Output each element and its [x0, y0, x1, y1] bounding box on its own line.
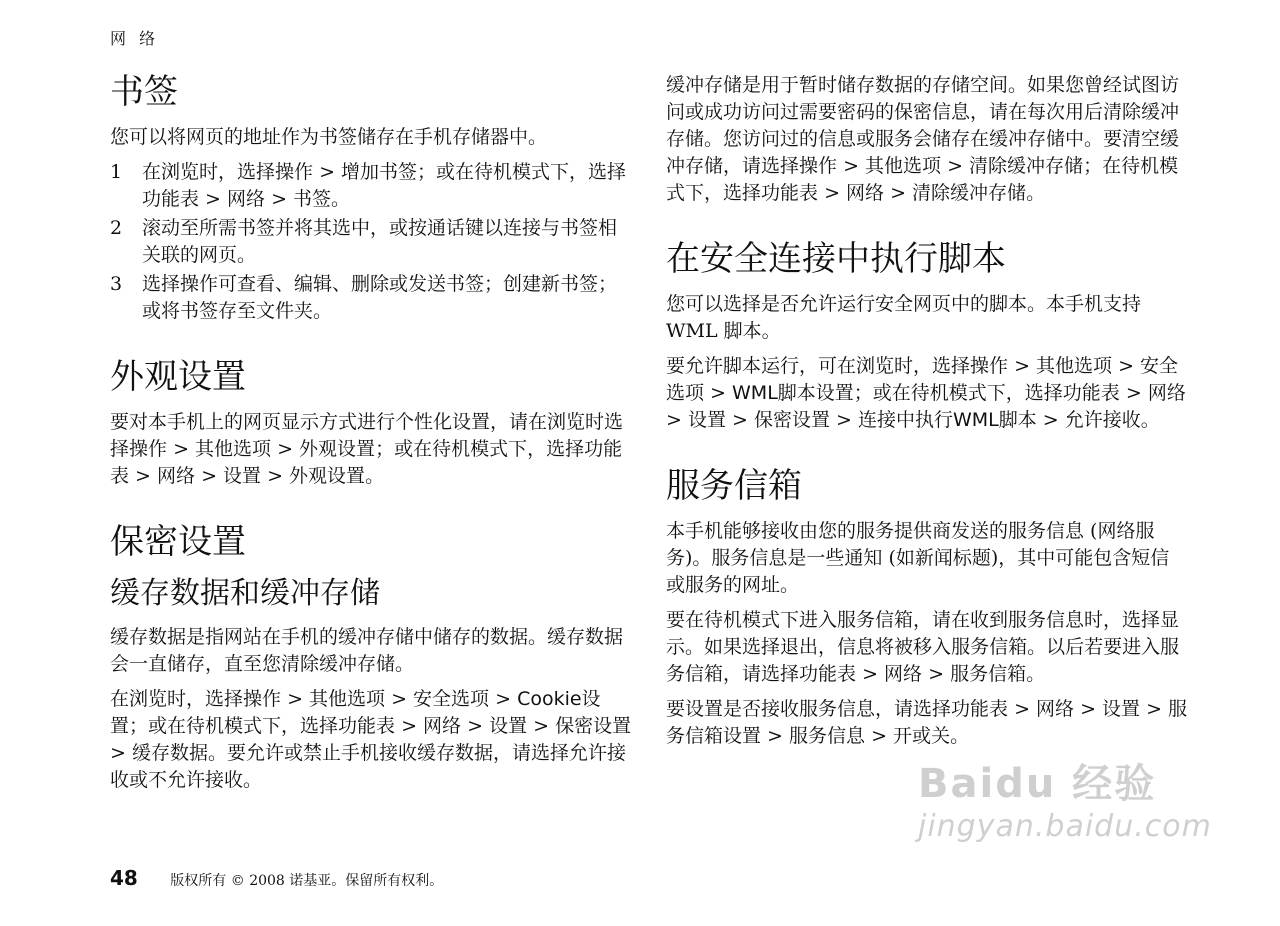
appearance-heading: 外观设置: [110, 357, 246, 397]
inbox-text-3: 要设置是否接收服务信息，请选择功能表 > 网络 > 设置 > 服务信箱设置 > 服务信息 > 开或关。: [666, 698, 1188, 747]
scripts-text-2: 要允许脚本运行，可在浏览时，选择操作 > 其他选项 > 安全选项 > WML脚本设置；或在待机模式下，选择功能表 > 网络 > 设置 > 保密设置 > 连接中执行WML脚本 > 允许接收。: [666, 355, 1186, 431]
step-number: 3: [110, 273, 123, 295]
inbox-text-2: 要在待机模式下进入服务信箱，请在收到服务信息时，选择显示。如果选择退出，信息将被移入服务信箱。以后若要进入服务信箱，请选择功能表 > 网络 > 服务信箱。: [666, 609, 1180, 685]
step-number: 2: [110, 217, 123, 239]
cache-subheading: 缓存数据和缓冲存储: [110, 576, 380, 611]
running-header: 网 络: [110, 29, 160, 48]
step-number: 1: [110, 161, 123, 183]
watermark-logo-text: Baidu 经验: [918, 761, 1157, 807]
bookmarks-intro: 您可以将网页的地址作为书签储存在手机存储器中。: [110, 126, 548, 148]
page-footer: [110, 866, 443, 890]
cache-text-1: 缓存数据是指网站在手机的缓冲存储中储存的数据。缓存数据会一直储存，直至您清除缓冲存储。: [110, 626, 624, 675]
bookmarks-steps: [110, 159, 632, 325]
bookmarks-heading: 书签: [110, 72, 178, 112]
step-item: [110, 271, 632, 325]
inbox-heading: 服务信箱: [666, 466, 802, 506]
step-text: 选择操作可查看、编辑、删除或发送书签；创建新书签；或将书签存至文件夹。: [142, 273, 618, 322]
watermark: [918, 752, 1212, 844]
scripts-heading: 在安全连接中执行脚本: [666, 239, 1006, 279]
security-heading: 保密设置: [110, 522, 246, 562]
page-number: 48: [110, 866, 138, 890]
left-column: [110, 70, 632, 802]
inbox-text-1: 本手机能够接收由您的服务提供商发送的服务信息 (网络服务)。服务信息是一些通知 (如新闻标题)，其中可能包含短信或服务的网址。: [666, 520, 1170, 596]
scripts-text-1: 您可以选择是否允许运行安全网页中的脚本。本手机支持 WML 脚本。: [666, 293, 1142, 342]
step-text: 滚动至所需书签并将其选中，或按通话键以连接与书签相关联的网页。: [142, 217, 618, 266]
appearance-text: 要对本手机上的网页显示方式进行个性化设置，请在浏览时选择操作 > 其他选项 > 外观设置；或在待机模式下，选择功能表 > 网络 > 设置 > 外观设置。: [110, 411, 624, 487]
buffer-text: 缓冲存储是用于暂时储存数据的存储空间。如果您曾经试图访问或成功访问过需要密码的保密信息，请在每次用后清除缓冲存储。您访问过的信息或服务会储存在缓冲存储中。要清空缓冲存储，请选择操作 > 其他选项 > 清除缓冲存储；在待机模式下，选择功能表 > 网络 > 清除缓冲存储。: [666, 74, 1180, 204]
step-item: [110, 159, 632, 213]
cache-text-2: 在浏览时，选择操作 > 其他选项 > 安全选项 > Cookie设置；或在待机模式下，选择功能表 > 网络 > 设置 > 保密设置 > 缓存数据。要允许或禁止手机接收缓存数据，请选择允许接收或不允许接收。: [110, 688, 632, 791]
right-column: [666, 72, 1188, 758]
watermark-url: jingyan.baidu.com: [918, 809, 1212, 844]
copyright-text: 版权所有 © 2008 诺基亚。保留所有权利。: [170, 873, 444, 889]
step-item: [110, 215, 632, 269]
step-text: 在浏览时，选择操作 > 增加书签；或在待机模式下，选择功能表 > 网络 > 书签。: [142, 161, 627, 210]
